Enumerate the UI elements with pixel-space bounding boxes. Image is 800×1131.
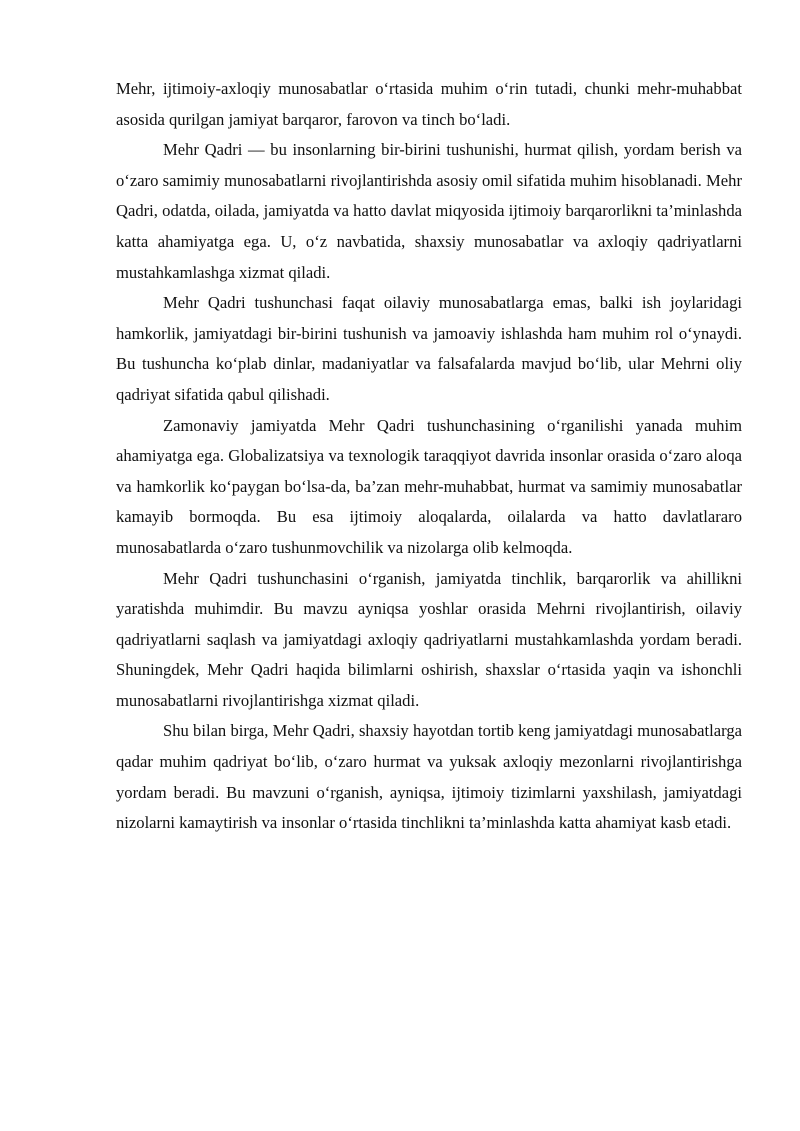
paragraph-6: Shu bilan birga, Mehr Qadri, shaxsiy hayotdan tortib keng jamiyatdagi munosabatlarga qadar muhim qadriyat bo‘lib, o‘zaro hurmat va yuksak axloqiy mezonlarni rivojlantirishga yordam beradi. Bu mavzuni o‘rganish, ayniqsa, ijtimoiy tizimlarni yaxshilash, jamiyatdagi nizolarni kamaytirish va insonlar o‘rtasida tinchlikni ta’minlashda katta ahamiyat kasb etadi. [116,721,742,833]
paragraph-2: Mehr Qadri — bu insonlarning bir-birini tushunishi, hurmat qilish, yordam berish va o‘zaro samimiy munosabatlarni rivojlantirishda asosiy omil sifatida muhim hisoblanadi. Mehr Qadri, odatda, oilada, jamiyatda va hatto davlat miqyosida ijtimoiy barqarorlikni ta’minlashda katta ahamiyatga ega. U, o‘z navbatida, shaxsiy munosabatlar va axloqiy qadriyatlarni mustahkamlashga xizmat qiladi. [116,140,742,282]
paragraph-1: Mehr, ijtimoiy-axloqiy munosabatlar o‘rtasida muhim o‘rin tutadi, chunki mehr-muhabbat asosida qurilgan jamiyat barqaror, farovon va tinch bo‘ladi. [116,79,742,129]
paragraph-5: Mehr Qadri tushunchasini o‘rganish, jamiyatda tinchlik, barqarorlik va ahillikni yaratishda muhimdir. Bu mavzu ayniqsa yoshlar orasida Mehrni rivojlantirish, oilaviy qadriyatlarni saqlash va jamiyatdagi axloqiy qadriyatlarni mustahkamlashda yordam beradi. Shuningdek, Mehr Qadri haqida bilimlarni oshirish, shaxslar o‘rtasida yaqin va ishonchli munosabatlarni rivojlantirishga xizmat qiladi. [116,568,742,710]
paragraph-4: Zamonaviy jamiyatda Mehr Qadri tushunchasining o‘rganilishi yanada muhim ahamiyatga ega. Globalizatsiya va texnologik taraqqiyot davrida insonlar orasida o‘zaro aloqa va hamkorlik ko‘paygan bo‘lsa-da, ba’zan mehr-muhabbat, hurmat va samimiy munosabatlar kamayib bormoqda. Bu esa ijtimoiy aloqalarda, oilalarda va hatto davlatlararo munosabatlarda o‘zaro tushunmovchilik va nizolarga olib kelmoqda. [116,415,742,557]
paragraph-3: Mehr Qadri tushunchasi faqat oilaviy munosabatlarga emas, balki ish joylaridagi hamkorlik, jamiyatdagi bir-birini tushunish va jamoaviy ishlashda ham muhim rol o‘ynaydi. Bu tushuncha ko‘plab dinlar, madaniyatlar va falsafalarda mavjud bo‘lib, ular Mehrni oliy qadriyat sifatida qabul qilishadi. [116,293,742,404]
document-body [116,74,742,839]
